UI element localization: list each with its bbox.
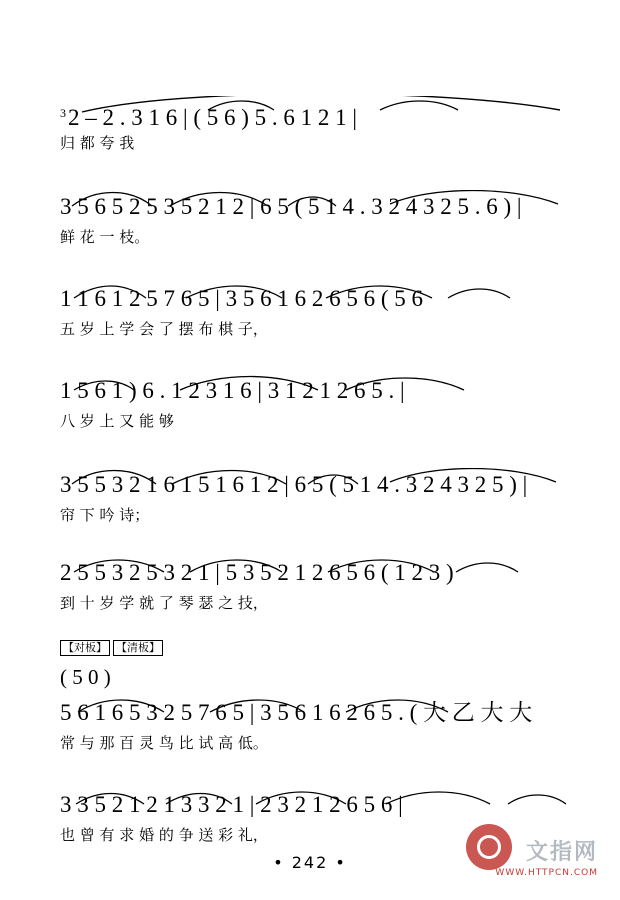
page-number-value: 242 [291, 853, 329, 872]
pickup-measure: ( 5 0 ) [60, 665, 111, 689]
page-number-dot-left: • [273, 853, 285, 872]
tag-qingban: 【清板】 [113, 640, 163, 656]
system-8-notes: 3 3 5 2 1 2 1 3 3 2 1 | 2 3 2 1 2 6 5 6 | [60, 792, 403, 817]
system-3 [60, 282, 580, 340]
system-1 [60, 96, 580, 154]
system-6 [60, 556, 580, 614]
system-5-notes: 3 5 5 3 2 1 6 1 5 1 6 1 2 | 6 5 ( 5 1 4 . 3 2 4 3 2 5 ) | [60, 472, 528, 497]
note-run: 2 – 2 . 3 1 6 | ( 5 6 ) 5 . 6 1 2 1 | [68, 105, 358, 130]
system-5 [60, 468, 580, 526]
system-4-notes: 1 5 6 1 ) 6 . 1 2 3 1 6 | 3 1 2 1 2 6 5 . | [60, 378, 405, 403]
system-2-notes: 3 5 6 5 2 5 3 5 2 1 2 | 6 5 ( 5 1 4 . 3 2 4 3 2 5 . 6 ) | [60, 194, 522, 219]
system-6-lyrics: 到 十 岁 学 就 了 琴 瑟 之 技， [60, 594, 268, 612]
system-8-lyrics: 也 曾 有 求 婚 的 争 送 彩 礼， [60, 826, 268, 844]
system-4 [60, 374, 580, 432]
system-6-notes: 2 5 5 3 2 5 3 2 1 | 5 3 5 2 1 2 6 5 6 ( 1 2 3 ) [60, 560, 454, 585]
system-7-pickup [60, 660, 580, 694]
tag-duiban: 【对板】 [60, 640, 110, 656]
grace-note: 3 [60, 106, 66, 120]
system-1-lyrics: 归 都 夸 我 [60, 134, 135, 152]
system-2 [60, 190, 580, 248]
system-2-lyrics: 鲜 花 一 枝。 [60, 228, 150, 246]
watermark-site-url: WWW.HTTPCN.COM [495, 868, 598, 878]
system-3-lyrics: 五 岁 上 学 会 了 摆 布 棋 子， [60, 320, 268, 338]
system-7-notes: 5 6 1 6 5 3 2 5 7 6 5 | 3 5 6 1 6 2 6 5 . ( 大 乙 大 大 [60, 700, 533, 725]
system-7 [60, 696, 580, 754]
watermark-logo-icon [466, 824, 512, 870]
system-4-lyrics: 八 岁 上 又 能 够 [60, 412, 174, 430]
system-1-notes [60, 96, 580, 130]
watermark-site-name: 文指网 [525, 840, 598, 865]
system-3-notes: 1 1 6 1 2 5 7 6 5 | 3 5 6 1 6 2 6 5 6 ( 5 6 [60, 286, 424, 311]
page-number-dot-right: • [335, 853, 347, 872]
system-7-lyrics: 常 与 那 百 灵 鸟 比 试 高 低。 [60, 734, 268, 752]
system-7-tags [60, 638, 166, 656]
system-5-lyrics: 帘 下 吟 诗； [60, 506, 150, 524]
